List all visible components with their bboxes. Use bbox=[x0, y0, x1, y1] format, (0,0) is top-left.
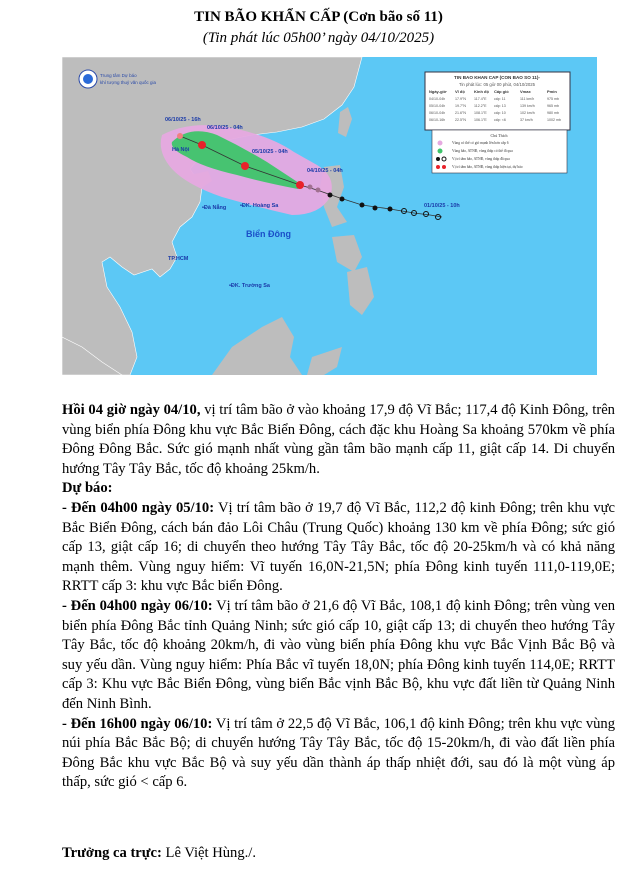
info-cell: cấp: 11 bbox=[494, 97, 506, 101]
info-cell: 04/10-04h bbox=[429, 97, 446, 101]
agency-name-1: Trung tâm Dự báo bbox=[100, 73, 137, 78]
label-t2: 06/10/25 - 04h bbox=[207, 125, 243, 131]
info-cell: 37 km/h bbox=[520, 118, 533, 122]
label-biendong: Biển Đông bbox=[246, 229, 291, 239]
label-t4: 04/10/25 - 04h bbox=[307, 168, 343, 174]
info-cell: 102 km/h bbox=[520, 111, 535, 115]
info-cell: 112.2°E bbox=[474, 104, 487, 108]
info-cell: 21.6°N bbox=[455, 111, 467, 115]
forecast-05-10: - Đến 04h00 ngày 05/10: Vị trí tâm bão ở 19,7 độ Vĩ Bắc, 112,2 độ kinh Đông; trên khu vực Bắc Biển Đông, cách bán đảo Lôi Châu (Trung Quốc) khoảng 130 km về phía Đông; sức gió cấp 13, giật cấp 16; di chuyển theo hướng Tây Tây Bắc, tốc độ 20-25km/h và có khả năng mạnh thêm. Vùng nguy hiểm: Vĩ tuyến 16,0N-21,5N; phía Đông kinh tuyến 111,0-119,0E; RRTT cấp 3: khu vực Bắc biển Đông. bbox=[62, 499, 616, 595]
svg-text:Ngày-giờ: Ngày-giờ bbox=[429, 89, 447, 94]
label-tphcm: TP.HCM bbox=[168, 256, 189, 262]
info-cell: 139 km/h bbox=[520, 104, 535, 108]
current-status: Hồi 04 giờ ngày 04/10, vị trí tâm bão ở vào khoảng 17,9 độ Vĩ Bắc; 117,4 độ Kinh Đông, trên vùng biển phía Đông khu vực Bắc Biển Đông, cách đặc khu Hoàng Sa khoảng 570km về phía Đông Đông Bắc. Sức gió mạnh nhất vùng gần tâm bão mạnh cấp 11, giật cấp 14. Di chuyển hướng Tây Tây Bắc, tốc độ khoảng 25km/h. bbox=[62, 402, 615, 477]
forecast-heading: Dự báo: bbox=[62, 480, 113, 497]
info-cell: 19.7°N bbox=[455, 104, 467, 108]
svg-text:Vùng bão, ATNĐ, vùng thấp có t: Vùng bão, ATNĐ, vùng thấp có thể đi qua bbox=[452, 149, 513, 153]
svg-text:Vị trí tâm bão, ATNĐ, vùng thấ: Vị trí tâm bão, ATNĐ, vùng thấp hiện tại, dự báo bbox=[452, 165, 523, 169]
info-cell: 106.1°E bbox=[474, 118, 487, 122]
info-cell: 22.5°N bbox=[455, 118, 467, 122]
svg-text:Pmin: Pmin bbox=[547, 89, 557, 94]
signature: Trưởng ca trực: Lê Việt Hùng./. bbox=[62, 845, 256, 861]
info-cell: 965 mb bbox=[547, 104, 559, 108]
info-cell: cấp: <6 bbox=[494, 118, 506, 122]
info-cell: cấp: 13 bbox=[494, 104, 506, 108]
info-cell: 108.1°E bbox=[474, 111, 487, 115]
info-cell: 975 mb bbox=[547, 97, 559, 101]
svg-text:Chú Thích: Chú Thích bbox=[490, 133, 508, 138]
info-cell: 111 km/h bbox=[520, 97, 535, 101]
info-box bbox=[425, 72, 570, 130]
svg-text:Cấp gió: Cấp gió bbox=[494, 89, 509, 94]
svg-text:Kinh độ: Kinh độ bbox=[474, 89, 489, 94]
info-cell: 05/10-04h bbox=[429, 104, 446, 108]
svg-text:Vmax: Vmax bbox=[520, 89, 531, 94]
svg-text:Vị trí tâm bão, ATNĐ, vùng thấ: Vị trí tâm bão, ATNĐ, vùng thấp đã qua bbox=[452, 157, 510, 161]
label-t3: 05/10/25 - 04h bbox=[252, 149, 288, 155]
forecast-06-10-16h: - Đến 16h00 ngày 06/10: Vị trí tâm ở 22,5 độ Vĩ Bắc, 106,1 độ kinh Đông; trên khu vực vùng núi phía Bắc Bắc Bộ; di chuyển hướng Tây Tây Bắc, tốc độ 15-20km/h, đi vào đất liền phía Đông Bắc khu vực Bắc Bộ và suy yếu dần thành áp thấp nhiệt đới, sau đó là một vùng áp thấp, sức gió < cấp 6. bbox=[62, 715, 616, 791]
label-hoangsa: •ĐK. Hoàng Sa bbox=[240, 203, 279, 209]
svg-text:Tin phát lúc: 05 giờ 00 phút,: Tin phát lúc: 05 giờ 00 phút, 04/10/2025 bbox=[459, 82, 535, 87]
document-title: TIN BÃO KHẨN CẤP (Cơn bão số 11) bbox=[194, 9, 443, 25]
svg-text:Vĩ độ: Vĩ độ bbox=[455, 89, 465, 94]
label-truongsa: •ĐK. Trường Sa bbox=[229, 283, 270, 289]
label-danang: •Đà Nẵng bbox=[202, 205, 227, 211]
legend-box bbox=[432, 130, 567, 173]
svg-text:TIN BAO KHAN CAP (CON BAO SO 1: TIN BAO KHAN CAP (CON BAO SO 11)- bbox=[454, 75, 540, 80]
info-cell: 06/10-16h bbox=[429, 118, 446, 122]
storm-track-map bbox=[62, 57, 597, 375]
info-cell: 1002 mb bbox=[547, 118, 561, 122]
bulletin-body bbox=[62, 401, 615, 793]
svg-text:Vùng có thể có gió mạnh lên hơ: Vùng có thể có gió mạnh lên hơn cấp 6 bbox=[452, 141, 509, 145]
label-t1: 06/10/25 - 16h bbox=[165, 117, 201, 123]
label-t5: 01/10/25 - 10h bbox=[424, 203, 460, 209]
label-hanoi: Hà Nội bbox=[172, 147, 190, 153]
info-cell: cấp: 10 bbox=[494, 111, 506, 115]
info-cell: 117.4°E bbox=[474, 97, 487, 101]
document-subtitle: (Tin phát lúc 05h00’ ngày 04/10/2025) bbox=[202, 30, 435, 46]
info-cell: 17.9°N bbox=[455, 97, 467, 101]
info-cell: 980 mb bbox=[547, 111, 559, 115]
info-cell: 06/10-04h bbox=[429, 111, 446, 115]
forecast-06-10-04h: - Đến 04h00 ngày 06/10: Vị trí tâm bão ở 21,6 độ Vĩ Bắc, 108,1 độ kinh Đông; trên vùng ven biển phía Đông Bắc tỉnh Quảng Ninh; sức gió cấp 10, giật cấp 13; di chuyển theo hướng Tây Tây Bắc, tốc độ khoảng 20km/h, đi vào vùng biển phía Đông khu vực Bắc Vịnh Bắc Bộ và suy yếu dần. Vùng nguy hiểm: Phía Bắc vĩ tuyến 18,0N; phía Đông kinh tuyến 114,0E; RRTT cấp 3: Khu vực Bắc Biển Đông, vùng biển Bắc vịnh Bắc Bộ, khu vực đất liền từ Quảng Ninh đến Ninh Bình. bbox=[62, 597, 615, 712]
agency-name-2: khí tượng thuỷ văn quốc gia bbox=[100, 80, 156, 85]
